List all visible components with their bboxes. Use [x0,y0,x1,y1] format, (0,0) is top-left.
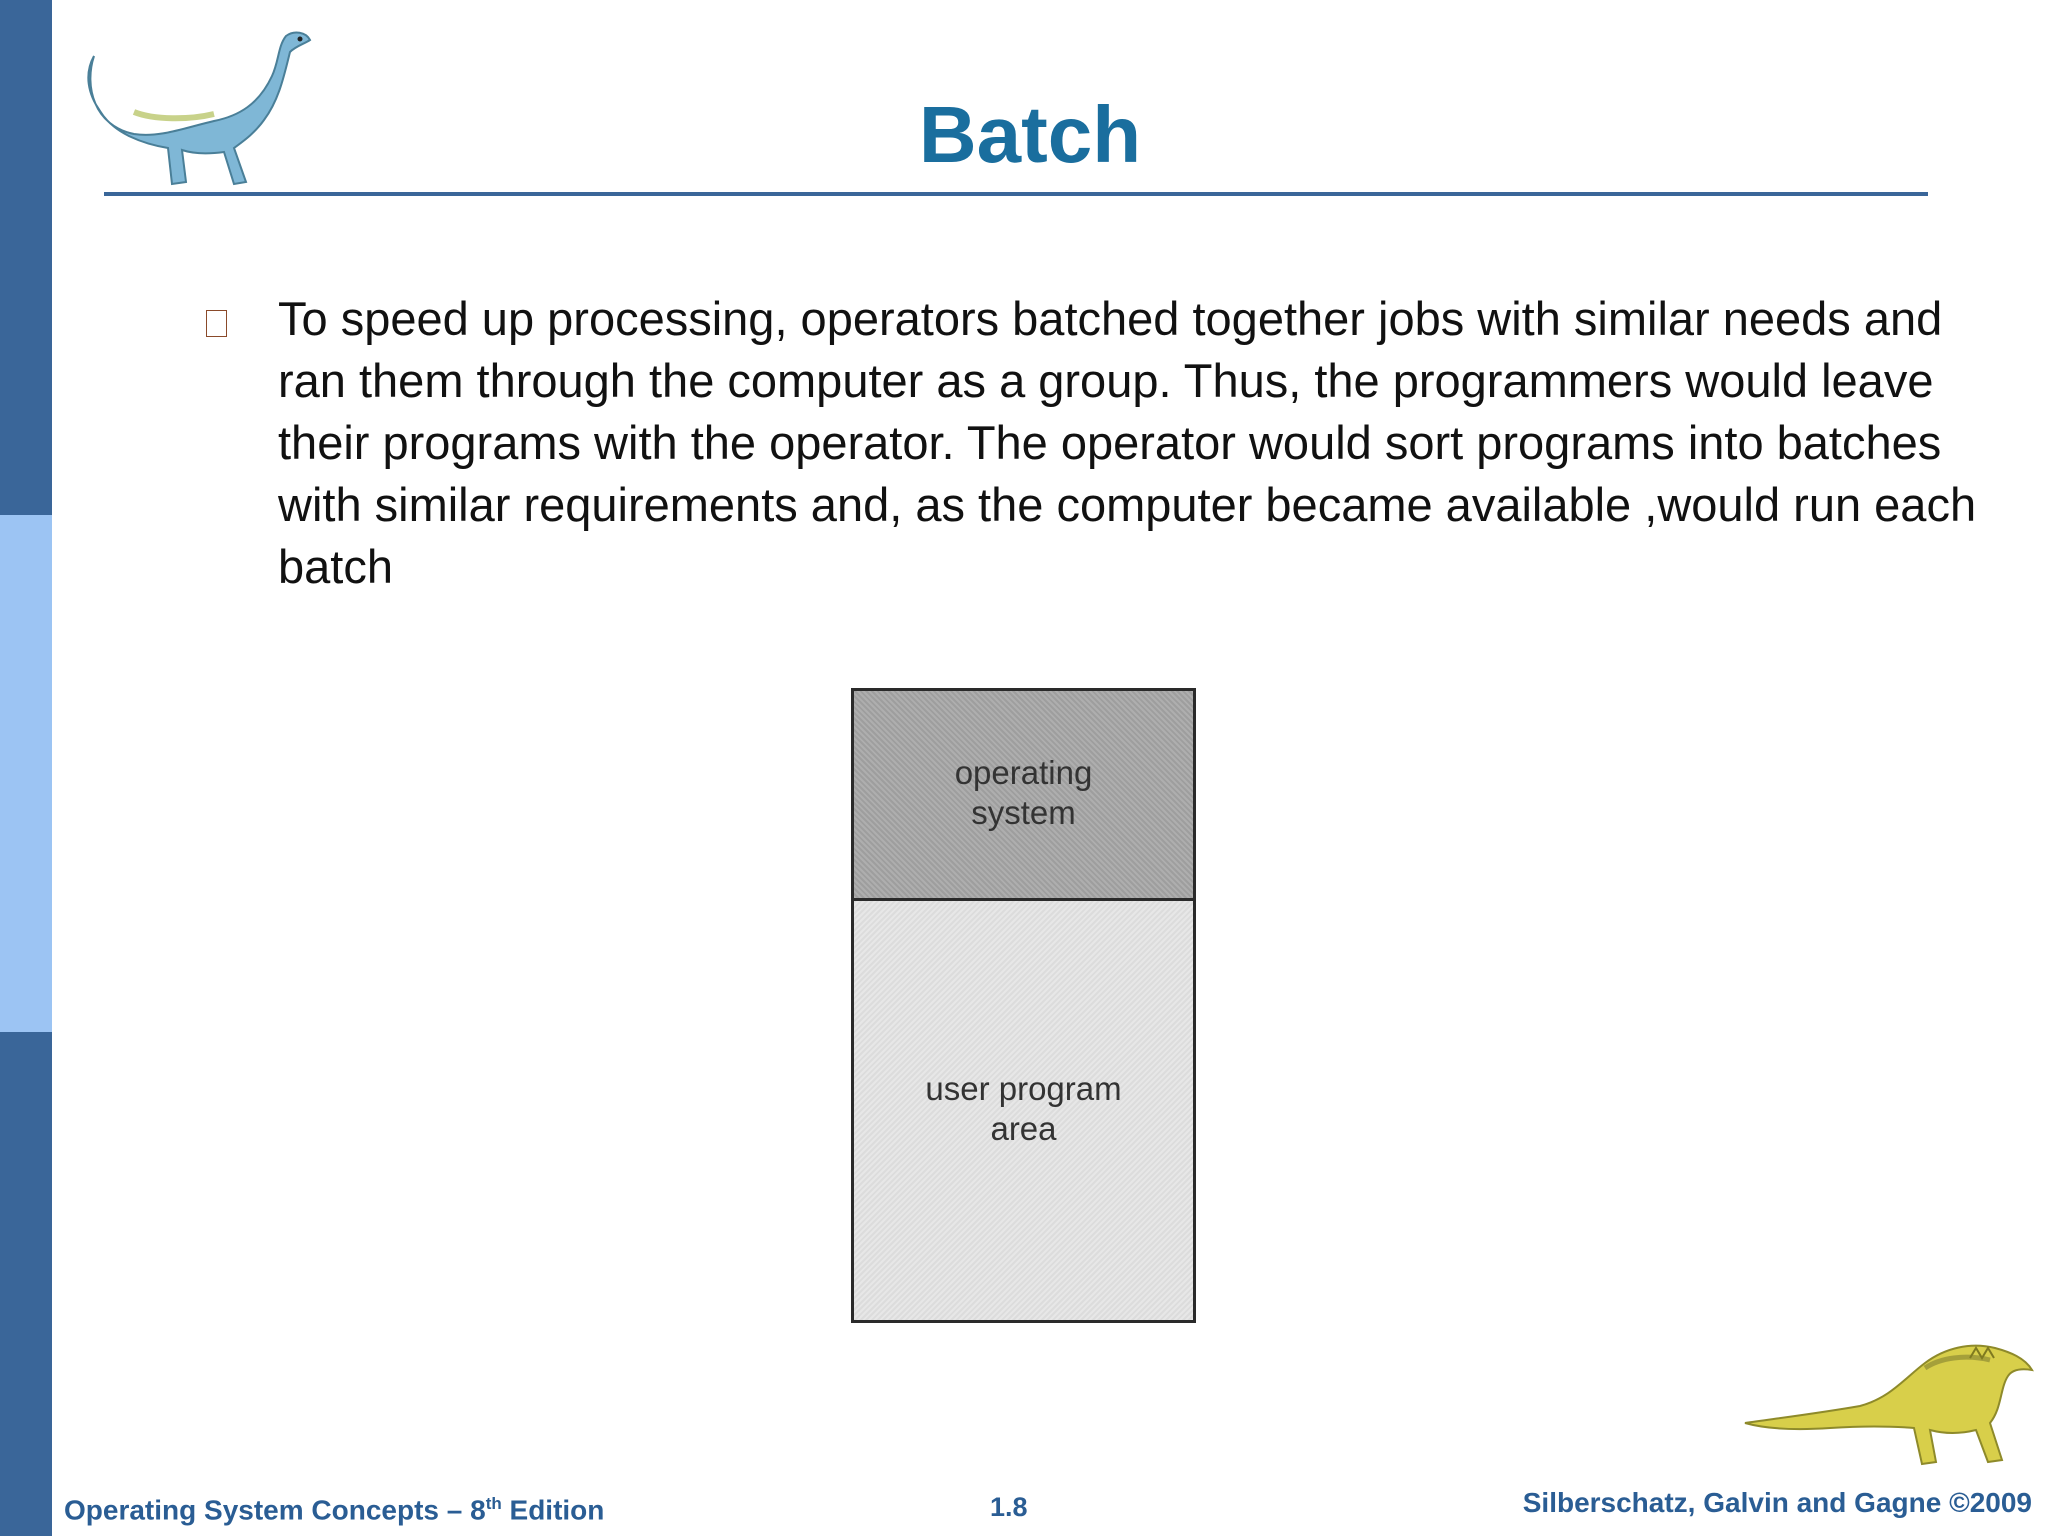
user-program-area-label-line2: area [990,1110,1057,1147]
user-program-area-region [854,901,1193,1320]
footer-book-title-sup: th [485,1494,502,1513]
dinosaur-bottom-right-icon [1740,1318,2040,1468]
bullet-square-icon [206,310,227,337]
operating-system-region [854,691,1193,901]
operating-system-label [854,753,1193,833]
sidebar-segment-dark-top [0,0,52,515]
bullet-text: To speed up processing, operators batched together jobs with similar needs and ran them through the computer as a group. Thus, the programmers would leave their programs with the operator. The operator would sort programs into batches with similar requirements and, as the computer became available ,would run each batch [278,292,1977,593]
footer-book-title [64,1494,604,1526]
footer-authors: Silberschatz, Galvin and Gagne ©2009 [1522,1487,2032,1518]
left-sidebar-bar [0,0,52,1536]
footer-page-number: 1.8 [990,1492,1028,1522]
sidebar-segment-light [0,515,52,1032]
slide-title: Batch [918,90,1142,179]
footer-book-title-prefix: Operating System Concepts – 8 [64,1494,486,1526]
user-program-area-label-line1: user program [925,1070,1122,1107]
sidebar-segment-dark-bottom [0,1032,52,1536]
user-program-area-label [854,1069,1193,1149]
title-underline [104,192,1928,196]
operating-system-label-line1: operating [954,754,1093,791]
operating-system-label-line2: system [971,794,1076,831]
footer-book-title-suffix: Edition [501,1494,605,1526]
memory-layout-diagram [851,688,1196,1323]
